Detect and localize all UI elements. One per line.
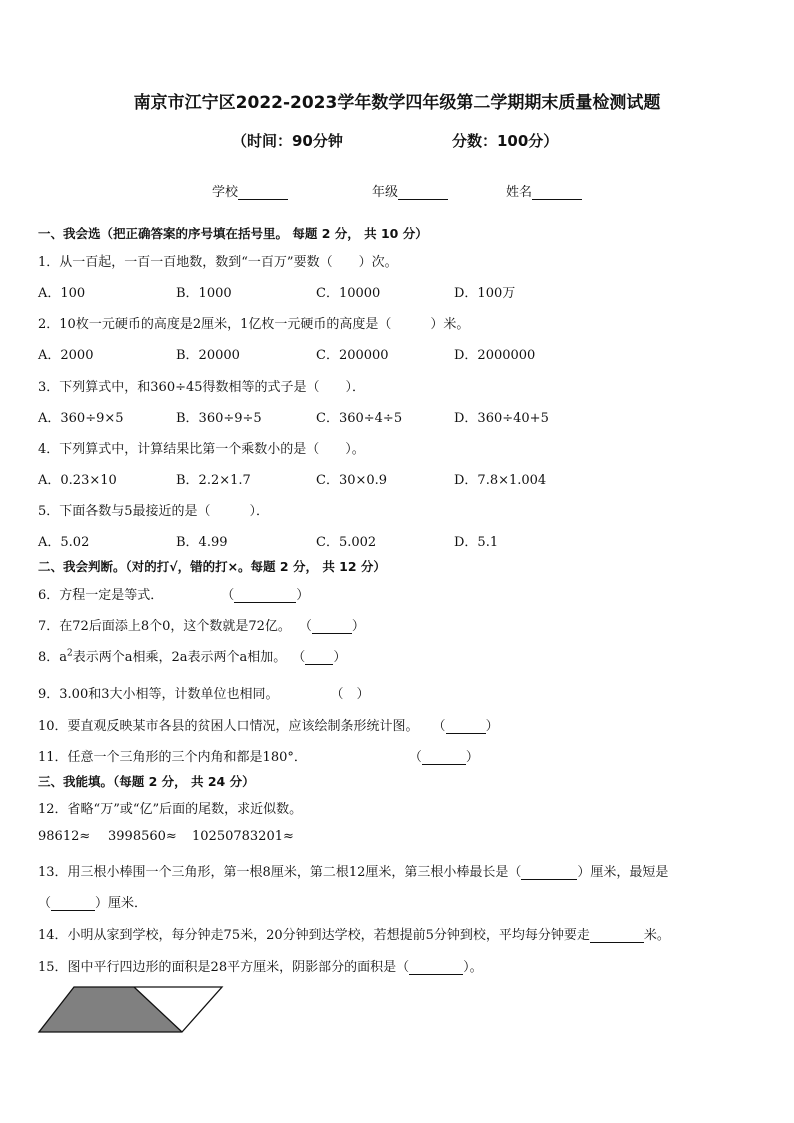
q11-text: 11．任意一个三角形的三个内角和都是180°． — [38, 750, 307, 765]
q6-close: ） — [296, 588, 310, 603]
q6-open: （ — [221, 588, 235, 603]
q7-text: 7．在72后面添上8个0，这个数就是72亿。 — [38, 619, 291, 634]
q5-option-a: A．5.02 — [38, 535, 90, 550]
q1-option-b: B．1000 — [176, 286, 232, 301]
parallelogram-figure — [36, 984, 226, 1036]
grade-field — [372, 181, 448, 200]
q8-blank[interactable] — [305, 650, 333, 665]
q4-option-d: D．7.8×1.004 — [454, 473, 547, 488]
name-field — [506, 181, 582, 200]
q12-item-1: 98612≈ — [38, 829, 91, 844]
q13-text-b: ）厘米，最短是 — [577, 865, 669, 880]
q13-blank-2[interactable] — [51, 896, 95, 911]
q1-option-a: A．100 — [38, 286, 86, 301]
q15-blank[interactable] — [409, 960, 463, 975]
question-7 — [38, 615, 365, 634]
q2-option-b: B．20000 — [176, 348, 240, 363]
question-1: 1．从一百起，一百一百地数，数到“一百万”要数（ ）次。 — [38, 255, 398, 270]
q10-text: 10．要直观反映某市各县的贫困人口情况，应该绘制条形统计图。 — [38, 719, 419, 734]
name-label: 姓名 — [506, 185, 533, 200]
shaded-region — [39, 987, 182, 1032]
question-3: 3．下列算式中，和360÷45得数相等的式子是（ ）． — [38, 380, 366, 395]
question-12: 12．省略“万”或“亿”后面的尾数，求近似数。 — [38, 802, 303, 817]
school-label: 学校 — [212, 185, 239, 200]
q1-option-c: C．10000 — [316, 286, 381, 301]
q10-close: ） — [485, 719, 499, 734]
q4-option-c: C．30×0.9 — [316, 473, 388, 488]
question-8 — [38, 646, 346, 665]
section-1-heading: 一、我会选（把正确答案的序号填在括号里。 每题 2 分， 共 10 分） — [38, 226, 428, 241]
q7-open: （ — [298, 619, 312, 634]
q3-option-d: D．360÷40+5 — [454, 411, 549, 426]
q4-option-b: B．2.2×1.7 — [176, 473, 251, 488]
q8-text-b: 表示两个a相乘，2a表示两个a相加。 — [72, 650, 287, 665]
section-2-heading: 二、我会判断。（对的打√，错的打×。每题 2 分， 共 12 分） — [38, 559, 386, 574]
q5-option-b: B．4.99 — [176, 535, 228, 550]
q10-blank[interactable] — [446, 719, 486, 734]
q3-option-c: C．360÷4÷5 — [316, 411, 403, 426]
q13-text-c: ）厘米． — [95, 896, 148, 911]
q2-option-d: D．2000000 — [454, 348, 536, 363]
q12-item-3: 10250783201≈ — [192, 829, 294, 844]
exam-time: （时间：90分钟 — [232, 132, 343, 150]
page-title: 南京市江宁区2022-2023学年数学四年级第二学期期末质量检测试题 — [133, 93, 661, 113]
q15-text: 15．图中平行四边形的面积是28平方厘米，阴影部分的面积是（ — [38, 960, 410, 975]
q8-open: （ — [292, 650, 306, 665]
q9-paren[interactable]: （ ） — [330, 687, 370, 702]
q10-open: （ — [432, 719, 446, 734]
q4-option-a: A．0.23×10 — [38, 473, 117, 488]
q2-option-c: C．200000 — [316, 348, 389, 363]
q7-blank[interactable] — [312, 619, 352, 634]
q6-blank[interactable] — [234, 588, 296, 603]
question-13 — [38, 861, 668, 880]
question-6 — [38, 584, 309, 603]
q14-text-end: 米。 — [643, 928, 670, 943]
q14-text: 14．小明从家到学校，每分钟走75米，20分钟到达学校，若想提前5分钟到校，平均每分钟要走 — [38, 928, 590, 943]
exam-score: 分数：100分） — [452, 132, 559, 150]
q15-text-end: ）。 — [463, 960, 483, 975]
q13-blank-1[interactable] — [521, 865, 577, 880]
question-14 — [38, 924, 670, 943]
q6-text: 6．方程一定是等式． — [38, 588, 164, 603]
q3-option-b: B．360÷9÷5 — [176, 411, 262, 426]
q14-blank[interactable] — [590, 928, 644, 943]
question-10 — [38, 715, 499, 734]
question-15 — [38, 956, 483, 975]
q2-option-a: A．2000 — [38, 348, 94, 363]
question-4: 4．下列算式中，计算结果比第一个乘数小的是（ ）。 — [38, 442, 365, 457]
q8-text-a: 8．a — [38, 650, 68, 665]
question-2: 2．10枚一元硬币的高度是2厘米，1亿枚一元硬币的高度是（ ）米。 — [38, 317, 470, 332]
question-9 — [38, 683, 370, 702]
q8-superscript: 2 — [67, 648, 73, 659]
q5-option-c: C．5.002 — [316, 535, 377, 550]
q11-open: （ — [408, 750, 422, 765]
school-field — [212, 181, 288, 200]
q3-option-a: A．360÷9×5 — [38, 411, 124, 426]
section-3-heading: 三、我能填。（每题 2 分， 共 24 分） — [38, 774, 255, 789]
q5-option-d: D．5.1 — [454, 535, 499, 550]
q9-text: 9．3.00和3大小相等，计数单位也相同。 — [38, 687, 279, 702]
grade-label: 年级 — [372, 185, 399, 200]
question-11 — [38, 746, 479, 765]
q12-item-2: 3998560≈ — [108, 829, 177, 844]
q8-close: ） — [333, 650, 347, 665]
q7-close: ） — [351, 619, 365, 634]
q11-close: ） — [465, 750, 479, 765]
q1-option-d: D．100万 — [454, 286, 516, 301]
question-5: 5．下面各数与5最接近的是（ ）． — [38, 504, 270, 519]
q13-text-a: 13．用三根小棒围一个三角形，第一根8厘米，第二根12厘米，第三根小棒最长是（ — [38, 865, 522, 880]
q11-blank[interactable] — [422, 750, 466, 765]
q13-open: （ — [38, 896, 52, 911]
question-13-cont — [38, 892, 147, 911]
